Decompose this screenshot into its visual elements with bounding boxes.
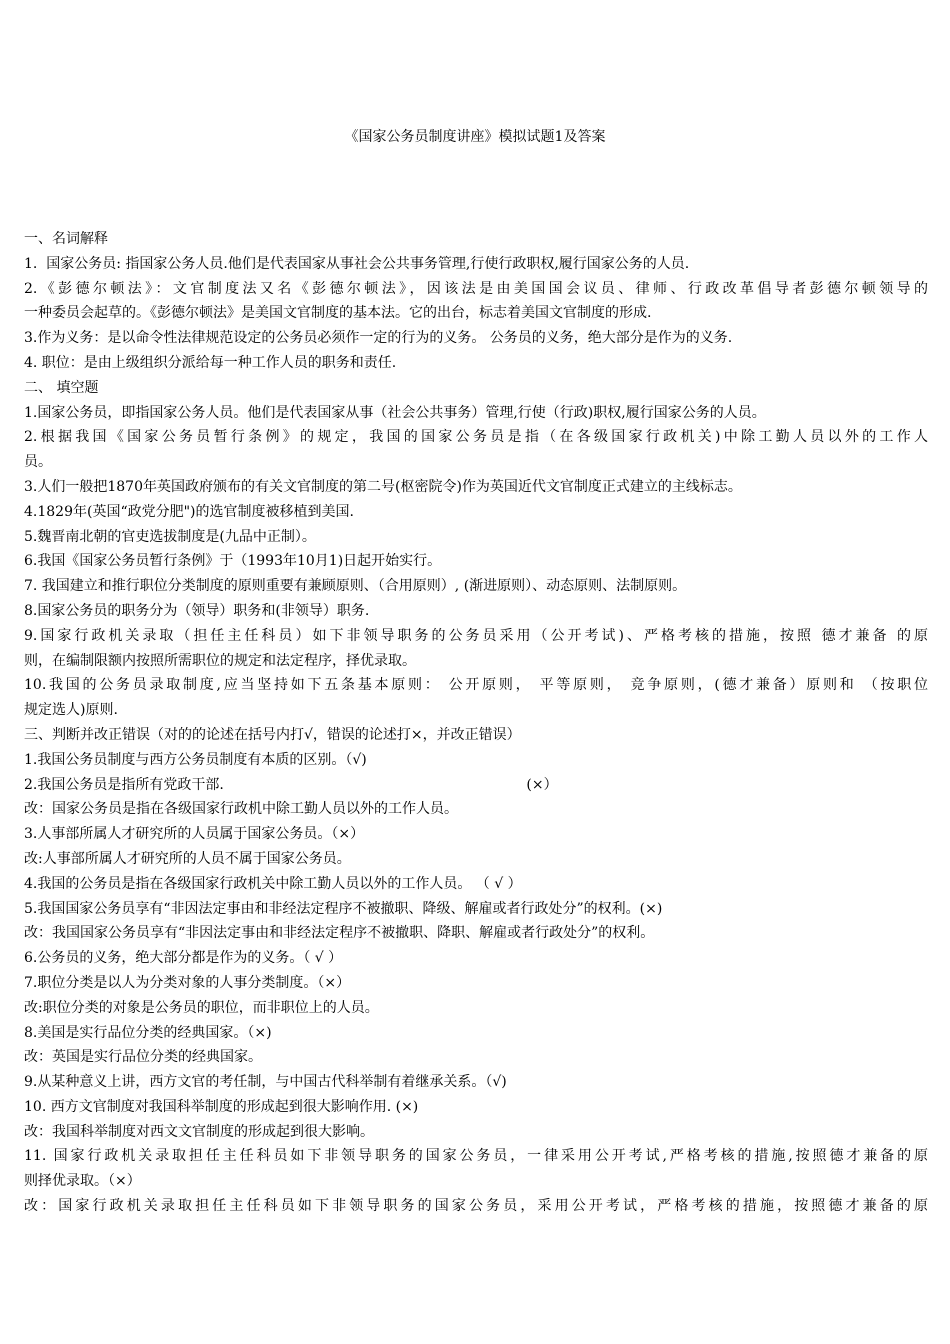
fill-in-item: 7. 我国建立和推行职位分类制度的原则重要有兼顾原则、（合用原则）, (渐进原则）、动态原则、法制原则。 [24, 578, 687, 595]
judgment-item: 10. 西方文官制度对我国科举制度的形成起到很大影响作用. (×) [24, 1098, 419, 1115]
judgment-item: 3.人事部所属人才研究所的人员属于国家公务员。（×） [24, 826, 365, 843]
correction-line: 改:人事部所属人才研究所的人员不属于国家公务员。 [24, 850, 351, 867]
definition-item: 1. 国家公务员: 指国家公务人员.他们是代表国家从事社会公共事务管理,行使行政职权,履行国家公务的人员. [24, 255, 690, 272]
definition-item: 4. 职位：是由上级组织分派给每一种工作人员的职务和责任. [24, 354, 397, 371]
section-heading-fill-in: 二、 填空题 [24, 379, 99, 396]
definition-item-continued: 一种委员会起草的。《彭德尔顿法》是美国文官制度的基本法。它的出台，标志着美国文官制度的形成. [24, 305, 652, 322]
fill-in-item-continued: 员。 [24, 454, 52, 471]
correction-line: 改：国家行政机关录取担任主任科员如下非领导职务的国家公务员，采用公开考试，严格考核的措施，按照德才兼备的原 [24, 1198, 928, 1215]
fill-in-item: 9.国家行政机关录取（担任主任科员）如下非领导职务的公务员采用（公开考试)、严格考核的措施，按照 德才兼备 的原 [24, 627, 928, 644]
fill-in-item-continued: 规定选人)原则. [24, 702, 118, 719]
fill-in-item: 2.根据我国《国家公务员暂行条例》的规定，我国的国家公务员是指（在各级国家行政机关)中除工勤人员以外的工作人 [24, 429, 928, 446]
definition-item: 3.作为义务：是以命令性法律规范设定的公务员必须作一定的行为的义务。 公务员的义务，绝大部分是作为的义务. [24, 330, 733, 347]
correction-line: 改：英国是实行品位分类的经典国家。 [24, 1049, 262, 1066]
correction-line: 改：国家公务员是指在各级国家行政机中除工勤人员以外的工作人员。 [24, 801, 458, 818]
fill-in-item: 10.我国的公务员录取制度,应当坚持如下五条基本原则： 公开原则， 平等原则， 竞争原则，(德才兼备）原则和 （按职位 [24, 677, 928, 694]
fill-in-item: 5.魏晋南北朝的官吏选拔制度是(九品中正制）。 [24, 528, 316, 545]
judgment-item: 9.从某种意义上讲，西方文官的考任制，与中国古代科举制有着继承关系。（√) [24, 1074, 507, 1091]
judgment-item: 1.我国公务员制度与西方公务员制度有本质的区别。（√) [24, 751, 367, 768]
correction-line: 改：我国科举制度对西文文官制度的形成起到很大影响。 [24, 1123, 374, 1140]
section-heading-true-false: 三、判断并改正错误（对的的论述在括号内打√，错误的论述打×，并改正错误） [24, 726, 521, 743]
definition-item: 2.《彭德尔顿法》：文官制度法又名《彭德尔顿法》，因该法是由美国国会议员、律师、行政改革倡导者彭德尔顿领导的 [24, 280, 928, 297]
fill-in-item: 3.人们一般把1870年英国政府颁布的有关文官制度的第二号(枢密院令)作为英国近代文官制度正式建立的主线标志。 [24, 478, 742, 495]
fill-in-item-continued: 则，在编制限额内按照所需职位的规定和法定程序，择优录取。 [24, 652, 416, 669]
correction-line: 改:职位分类的对象是公务员的职位，而非职位上的人员。 [24, 999, 379, 1016]
fill-in-item: 1.国家公务员，即指国家公务人员。他们是代表国家从事（社会公共事务）管理,行使（行政)职权,履行国家公务的人员。 [24, 404, 766, 421]
judgment-item: 6.公务员的义务，绝大部分都是作为的义务。（ √ ） [24, 950, 343, 967]
judgment-item: 8.美国是实行品位分类的经典国家。（×) [24, 1024, 272, 1041]
document-title: 《国家公务员制度讲座》模拟试题1及答案 [344, 129, 606, 145]
correction-line: 改：我国国家公务员享有“非因法定事由和非经法定程序不被撤职、降职、解雇或者行政处分”的权利。 [24, 925, 655, 942]
fill-in-item: 8.国家公务员的职务分为（领导）职务和(非领导）职务. [24, 602, 370, 619]
fill-in-item: 6.我国《国家公务员暂行条例》于（1993年10月1)日起开始实行。 [24, 553, 442, 570]
section-heading-definitions: 一、名词解释 [24, 231, 108, 247]
document-body [24, 227, 928, 1219]
judgment-item: 2.我国公务员是指所有党政干部. (×） [24, 776, 558, 793]
judgment-item: 7.职位分类是以人为分类对象的人事分类制度。（×） [24, 974, 351, 991]
judgment-item-continued: 则择优录取。（×） [24, 1173, 141, 1190]
fill-in-item: 4.1829年(英国“政党分肥")的选官制度被移植到美国. [24, 503, 354, 520]
judgment-item: 4.我国的公务员是指在各级国家行政机关中除工勤人员以外的工作人员。 （ √ ） [24, 875, 522, 892]
judgment-item: 5.我国国家公务员享有“非因法定事由和非经法定程序不被撤职、降级、解雇或者行政处分”的权利。(×) [24, 900, 663, 917]
judgment-item: 11. 国家行政机关录取担任主任科员如下非领导职务的国家公务员，一律采用公开考试,严格考核的措施,按照德才兼备的原 [24, 1148, 928, 1165]
